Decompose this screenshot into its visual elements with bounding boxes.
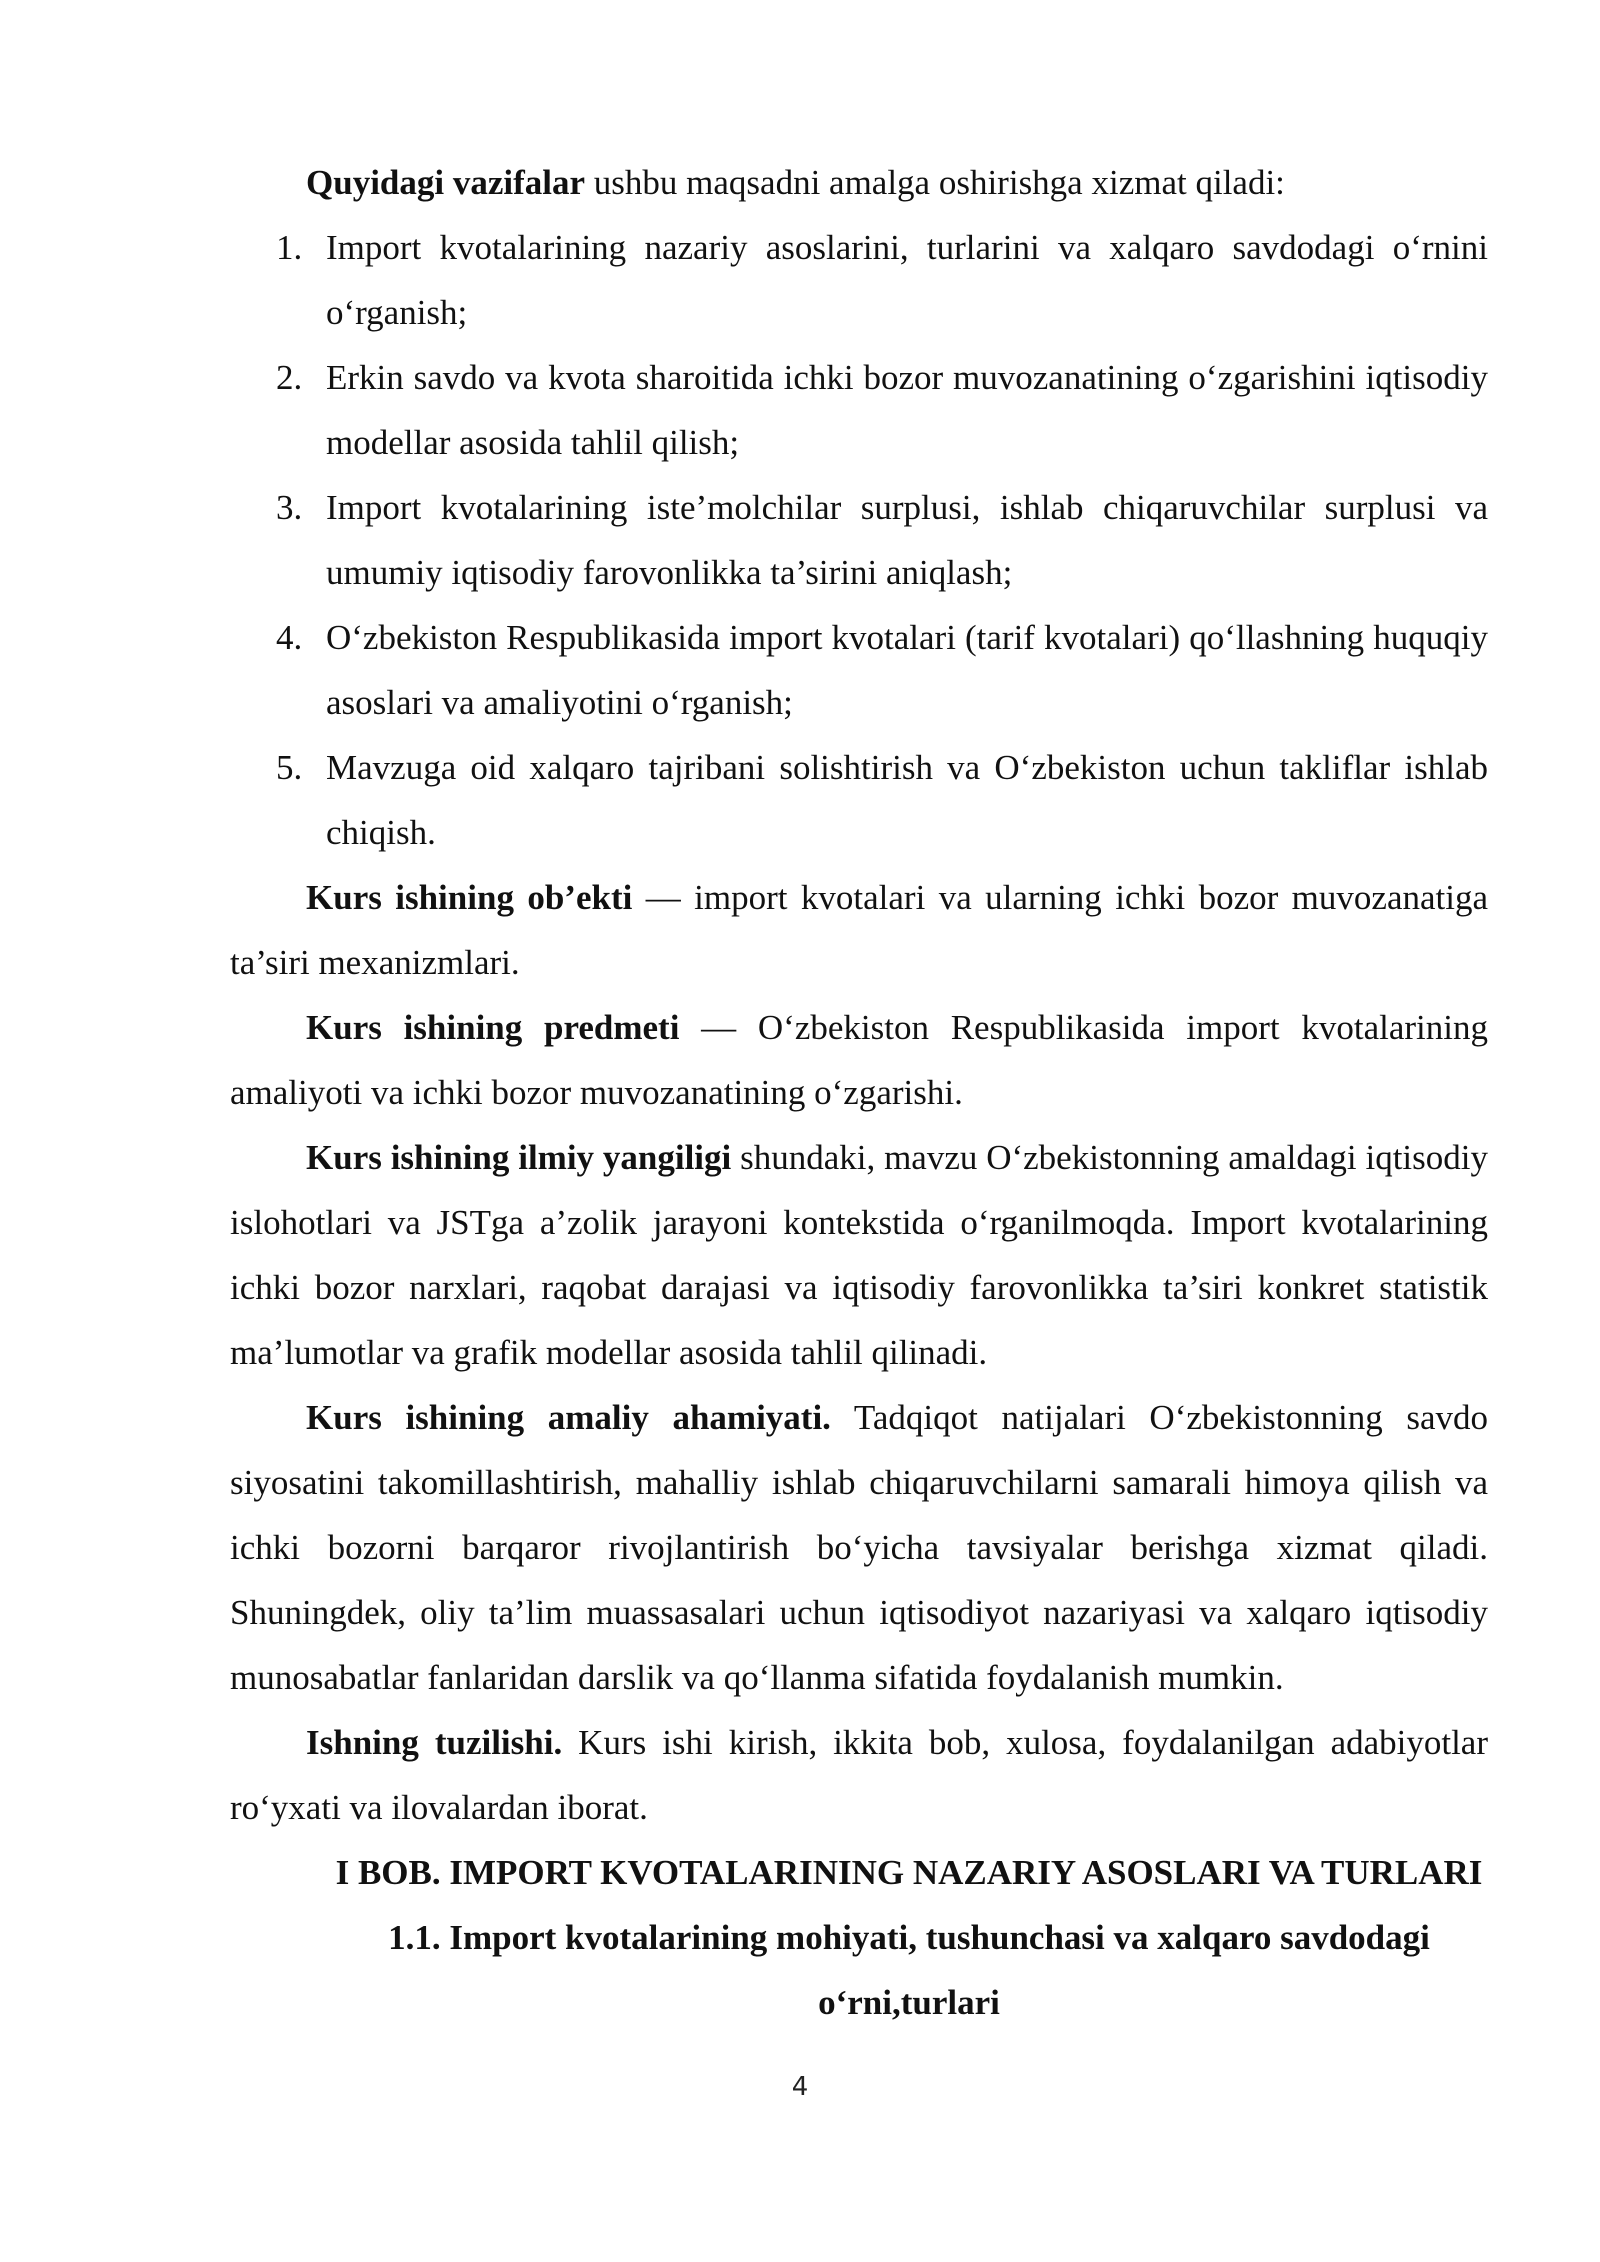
list-item-text: O‘zbekiston Respublikasida import kvotalari (tarif kvotalari) qo‘llashning huquqiy asoslari va amaliyotini o‘rganish; bbox=[326, 618, 1488, 722]
paragraph-text: Kurs ishi kirish, ikkita bob, xulosa, foydalanilgan adabiyotlar ro‘yxati va ilovalardan iborat. bbox=[230, 1723, 1488, 1827]
list-item-number: 1. bbox=[276, 228, 303, 267]
list-item-number: 3. bbox=[276, 488, 303, 527]
list-item bbox=[230, 215, 1488, 345]
list-item bbox=[230, 735, 1488, 865]
list-item-number: 5. bbox=[276, 748, 303, 787]
list-item-text: Mavzuga oid xalqaro tajribani solishtirish va O‘zbekiston uchun takliflar ishlab chiqish. bbox=[326, 748, 1488, 852]
paragraph-text: — import kvotalari va ularning ichki bozor muvozanatiga ta’siri mexanizmlari. bbox=[230, 878, 1488, 982]
list-item-text: Import kvotalarining nazariy asoslarini, turlarini va xalqaro savdodagi o‘rnini o‘rganish; bbox=[326, 228, 1488, 332]
page-number: 4 bbox=[791, 2072, 809, 2102]
list-item-text: Erkin savdo va kvota sharoitida ichki bozor muvozanatining o‘zgarishini iqtisodiy modellar asosida tahlil qilish; bbox=[326, 358, 1488, 462]
section-title: 1.1. Import kvotalarining mohiyati, tushunchasi va xalqaro savdodagi o‘rni,turlari bbox=[388, 1918, 1430, 2022]
paragraph-heading: Kurs ishining predmeti bbox=[306, 1008, 680, 1047]
list-item bbox=[230, 475, 1488, 605]
paragraph-object bbox=[230, 865, 1488, 995]
tasks-list bbox=[230, 215, 1488, 865]
list-item-number: 4. bbox=[276, 618, 303, 657]
list-item-number: 2. bbox=[276, 358, 303, 397]
paragraph-structure bbox=[230, 1710, 1488, 1840]
paragraph-heading: Kurs ishining amaliy ahamiyati. bbox=[306, 1398, 831, 1437]
paragraph-text: — O‘zbekiston Respublikasida import kvotalarining amaliyoti va ichki bozor muvozanatining o‘zgarishi. bbox=[230, 1008, 1488, 1112]
paragraph-text: shundaki, mavzu O‘zbekistonning amaldagi iqtisodiy islohotlari va JSTga a’zolik jarayoni kontekstida o‘rganilmoqda. Import kvotalarining ichki bozor narxlari, raqobat darajasi va iqtisodiy farovonlikka ta’siri konkret statistik ma’lumotlar va grafik modellar asosida tahlil qilinadi. bbox=[230, 1138, 1488, 1372]
list-item bbox=[230, 605, 1488, 735]
paragraph-novelty bbox=[230, 1125, 1488, 1385]
paragraph-heading: Kurs ishining ilmiy yangiligi bbox=[306, 1138, 732, 1177]
chapter-title: I BOB. IMPORT KVOTALARINING NAZARIY ASOSLARI VA TURLARI bbox=[335, 1853, 1483, 1892]
list-item-text: Import kvotalarining iste’molchilar surplusi, ishlab chiqaruvchilar surplusi va umumiy iqtisodiy farovonlikka ta’sirini aniqlash; bbox=[326, 488, 1488, 592]
page-content bbox=[230, 150, 1488, 2035]
tasks-intro-text: ushbu maqsadni amalga oshirishga xizmat qiladi: bbox=[585, 163, 1285, 202]
paragraph-practical-value bbox=[230, 1385, 1488, 1710]
tasks-intro bbox=[230, 150, 1488, 215]
paragraph-heading: Kurs ishining ob’ekti bbox=[306, 878, 633, 917]
list-item bbox=[230, 345, 1488, 475]
paragraph-subject bbox=[230, 995, 1488, 1125]
paragraph-text: Tadqiqot natijalari O‘zbekistonning savdo siyosatini takomillashtirish, mahalliy ishlab chiqaruvchilarni samarali himoya qilish va ichki bozorni barqaror rivojlantirish bo‘yicha tavsiyalar berishga xizmat qiladi. Shuningdek, oliy ta’lim muassasalari uchun iqtisodiyot nazariyasi va xalqaro iqtisodiy munosabatlar fanlaridan darslik va qo‘llanma sifatida foydalanish mumkin. bbox=[230, 1398, 1488, 1697]
paragraph-heading: Ishning tuzilishi. bbox=[306, 1723, 563, 1762]
tasks-intro-bold: Quyidagi vazifalar bbox=[306, 163, 586, 202]
